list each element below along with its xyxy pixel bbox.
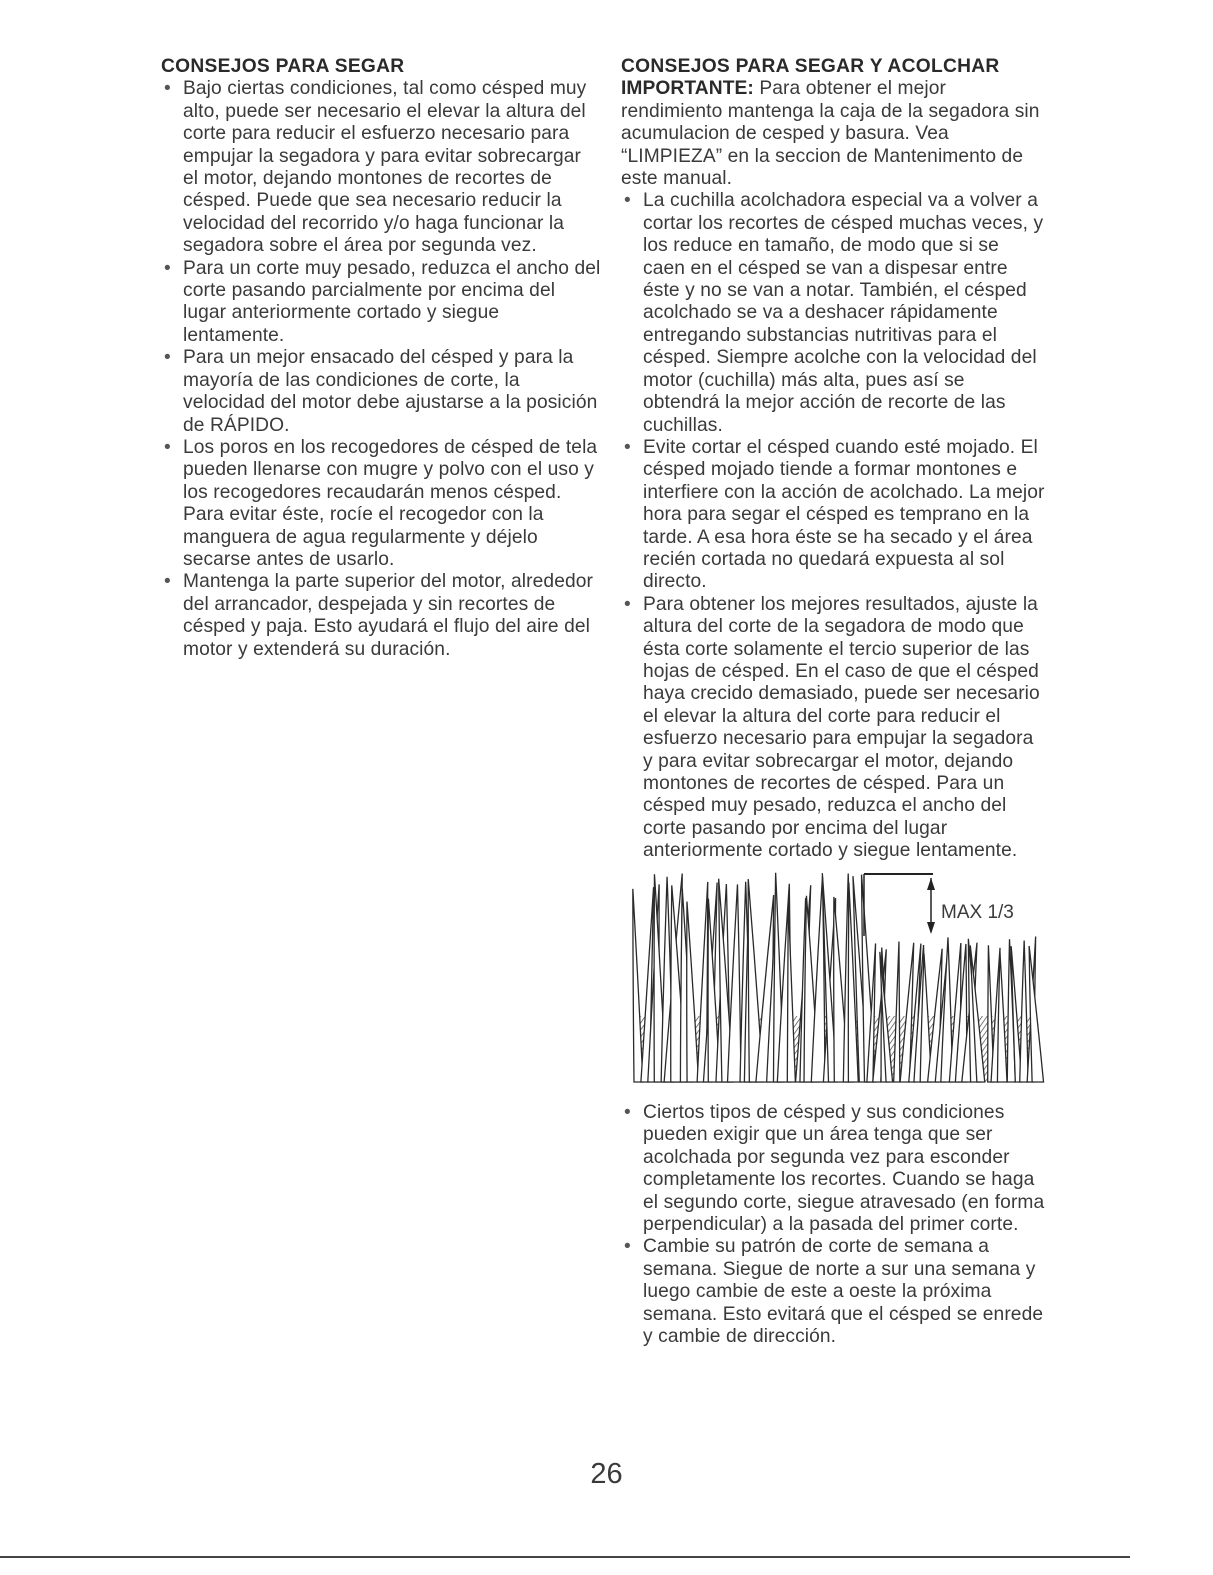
mowing-tips-heading: CONSEJOS PARA SEGAR	[161, 56, 405, 77]
arrow-down-icon	[927, 922, 935, 934]
bullet-icon: •	[624, 1236, 631, 1258]
max-one-third-label: MAX 1/3	[941, 902, 1014, 923]
mowing-tips-list	[161, 78, 601, 661]
list-item	[161, 258, 601, 348]
cut-grass-blade	[1020, 941, 1028, 1082]
list-item-text: Los poros en los recogedores de césped de tela pueden llenarse con mugre y polvo con el uso y los recogedores recaudarán menos césped. Para evitar éste, rocíe el recogedor con la manguera de agua regularmente y déjelo secarse antes de usarlo.	[183, 436, 598, 570]
list-item	[621, 1236, 1046, 1348]
list-item	[621, 1102, 1046, 1236]
grass-height-illustration	[628, 866, 1048, 1084]
list-item-text: Bajo ciertas condiciones, tal como césped muy alto, puede ser necesario el elevar la altura del corte para reducir el esfuerzo necesario para empujar la segadora y para evitar sobrecargar el motor, dejando montones de recortes de césped. Puede que sea necesario reducir la velocidad del recorrido y/o haga funcionar la segadora sobre el área por segunda vez.	[183, 78, 587, 257]
list-item-text: La cuchilla acolchadora especial va a volver a cortar los recortes de césped muchas veces, y los reduce en tamaño, de modo que si se caen en el césped se van a dispesar entre éste y no se van a notar. También, el césped acolchado se va a deshacer rápidamente entregando substancias nutritivas para el césped. Siempre acolche con la velocidad del motor (cuchilla) más alta, pues así se obtendrá la mejor acción de recorte de las cuchillas.	[643, 190, 1044, 436]
list-item	[161, 437, 601, 571]
bullet-icon: •	[164, 571, 171, 593]
important-text: Para obtener el mejor rendimiento mantenga la caja de la segadora sin acumulacion de cesped y basura. Vea “LIMPIEZA” en la seccion de Mantenimento de este manual.	[621, 78, 1040, 190]
list-item	[621, 594, 1046, 863]
list-item-text: Para un mejor ensacado del césped y para la mayoría de las condiciones de corte, la velocidad del motor debe ajustarse a la posición de RÁPIDO.	[183, 347, 598, 436]
list-item-text: Mantenga la parte superior del motor, alrededor del arrancador, despejada y sin recortes de césped y paja. Esto ayudará el flujo del aire del motor y extenderá su duración.	[183, 571, 594, 660]
bullet-icon: •	[624, 190, 631, 212]
important-note	[621, 78, 1046, 190]
list-item-text: Ciertos tipos de césped y sus condiciones pueden exigir que un área tenga que ser acolchada por segunda vez para esconder completamente los recortes. Cuando se haga el segundo corte, siegue atravesado (en forma perpendicular) a la pasada del primer corte.	[643, 1102, 1045, 1236]
list-item-text: Evite cortar el césped cuando esté mojado. El césped mojado tiende a formar montones e interfiere con la acción de acolchado. La mejor hora para segar el césped es temprano en la tarde. A esa hora éste se ha secado y el área recién cortada no quedará expuesta al sol directo.	[643, 436, 1045, 593]
bullet-icon: •	[624, 1102, 631, 1123]
mulching-tips-list	[621, 190, 1046, 862]
list-item	[621, 190, 1046, 436]
list-item	[621, 437, 1046, 594]
page-number: 26	[590, 1458, 623, 1490]
arrow-up-icon	[927, 878, 935, 890]
cut-grass-blade	[894, 941, 900, 1082]
mulching-tips-heading: CONSEJOS PARA SEGAR Y ACOLCHAR	[621, 56, 1000, 77]
grass-drawing	[628, 866, 1048, 1084]
tall-grass-blade	[728, 884, 741, 1082]
bullet-icon: •	[624, 593, 631, 615]
bullet-icon: •	[624, 436, 631, 458]
right-column	[621, 56, 1046, 863]
tall-grass-blade	[787, 901, 795, 1082]
left-column	[161, 56, 601, 661]
bottom-rule	[0, 1556, 1130, 1558]
cut-grass-blade	[1029, 946, 1043, 1082]
bullet-icon: •	[164, 436, 171, 458]
important-label: IMPORTANTE:	[621, 78, 754, 100]
tall-grass-blade	[687, 902, 699, 1082]
bullet-icon: •	[164, 257, 171, 279]
list-item	[161, 78, 601, 257]
tall-grass-blade	[633, 889, 643, 1082]
right-column-lower	[621, 1102, 1046, 1348]
list-item-text: Para obtener los mejores resultados, ajuste la altura del corte de la segadora de modo que ésta corte solamente el tercio superior de las hojas de césped. En el caso de que el césped haya crecido demasiado, puede ser necesario el elevar la altura del corte para reducir el esfuerzo necesario para empujar la segadora y para evitar sobrecargar el motor, dejando montones de recortes de césped. Para un césped muy pesado, reduzca el ancho del corte pasando por encima del lugar anteriormente cortado y siegue lentamente.	[643, 593, 1040, 862]
bullet-icon: •	[164, 347, 171, 369]
tall-grass-blades	[633, 873, 876, 1082]
list-item-text: Para un corte muy pesado, reduzca el ancho del corte pasando parcialmente por encima del lugar anteriormente cortado y siegue lentamente.	[183, 257, 601, 346]
list-item-text: Cambie su patrón de corte de semana a semana. Siegue de norte a sur una semana y luego cambie de este a oeste la próxima semana. Esto evitará que el césped se enrede y cambie de dirección.	[643, 1236, 1044, 1348]
list-item	[161, 347, 601, 437]
list-item	[161, 571, 601, 661]
bullet-icon: •	[164, 78, 171, 100]
mulching-tips-list-continued	[621, 1102, 1046, 1348]
